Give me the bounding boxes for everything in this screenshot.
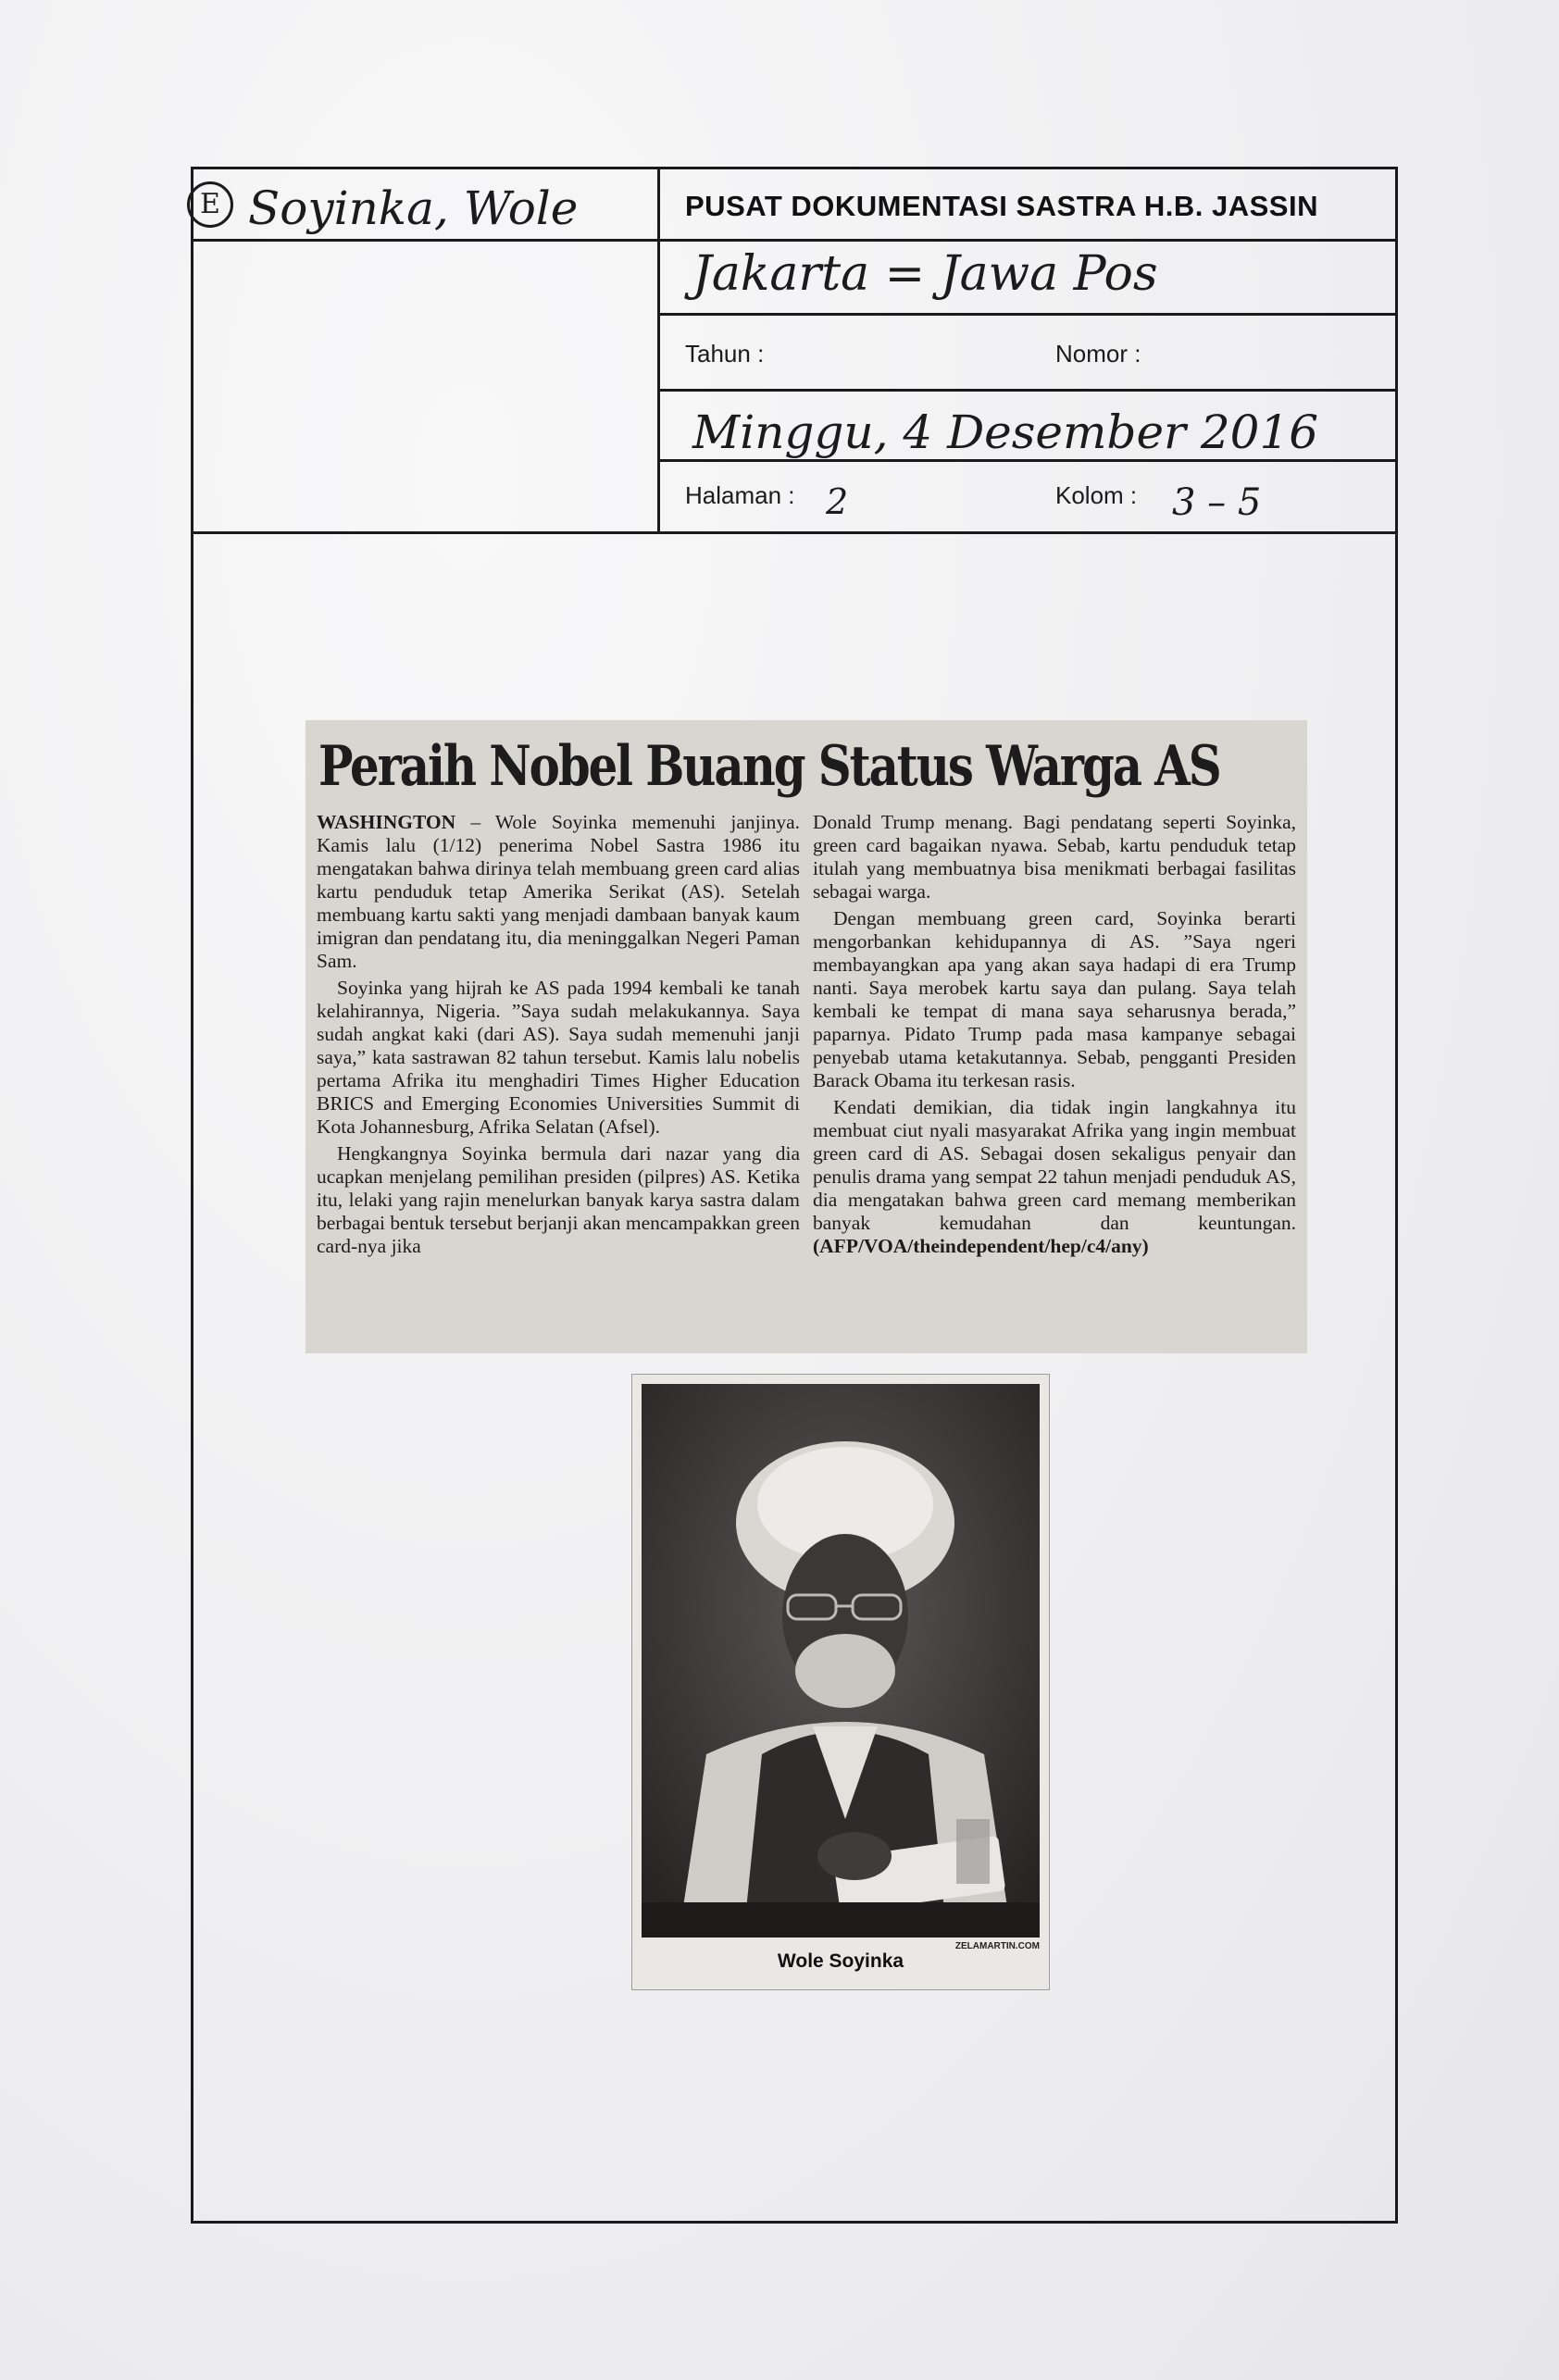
article-paragraph-text: Kendati demikian, dia tidak ingin langkahnya itu membuat ciut nyali masyarakat Afrika yang ingin membuat green card di AS. Sebagai dosen sekaligus penyair dan penulis drama yang sempat 22 tahun menjadi penduduk AS, dia mengatakan bahwa green card memang memberikan banyak kemudahan dan keuntungan.: [813, 1096, 1296, 1234]
article-source-tag: (AFP/VOA/theindependent/hep/c4/any): [813, 1235, 1149, 1257]
article-column-2: [813, 811, 1296, 1262]
header-row-line-4: [657, 459, 1398, 462]
article-dateline: WASHINGTON: [317, 811, 456, 833]
subject-handwritten: Soyinka, Wole: [248, 181, 579, 235]
article-paragraph: Dengan membuang green card, Soyinka berarti mengorbankan kehidupannya di AS. ”Saya ngeri membayangkan apa yang akan saya hadapi di era Trump nanti. Saya merobek kartu saya dan pulang. Saya telah kembali ke tempat di mana saya seharusnya berada,” paparnya. Pidato Trump pada masa kampanye sebagai penyebab utama ketakutannya. Sebab, pengganti Presiden Barack Obama itu terkesan rasis.: [813, 907, 1296, 1091]
article-paragraph: [813, 1096, 1296, 1258]
photo-credit: ZELAMARTIN.COM: [954, 1941, 1040, 1951]
article-paragraph: Hengkangnya Soyinka bermula dari nazar yang dia ucapkan menjelang pemilihan presiden (pilpres) AS. Ketika itu, lelaki yang rajin menelurkan banyak karya sastra dalam berbagai bentuk tersebut berjanji akan mencampakkan green card-nya jika: [317, 1142, 800, 1257]
article-headline: Peraih Nobel Buang Status Warga AS: [318, 734, 1220, 799]
halaman-value: 2: [826, 481, 849, 522]
header-bottom-line: [191, 531, 1398, 534]
date-handwritten: Minggu, 4 Desember 2016: [692, 405, 1319, 459]
article-paragraph: [317, 811, 800, 973]
article-paragraph: Soyinka yang hijrah ke AS pada 1994 kembali ke tanah kelahirannya, Nigeria. ”Saya sudah melakukannya. Saya sudah angkat kaki (dari AS). Saya sudah memenuhi janji saya,” kata sastrawan 82 tahun tersebut. Kamis lalu nobelis pertama Afrika itu menghadiri Times Higher Education BRICS and Emerging Economies Universities Summit di Kota Johannesburg, Afrika Selatan (Afsel).: [317, 977, 800, 1138]
header-row-line-2: [657, 313, 1398, 316]
header-row-line-1: [657, 239, 1398, 242]
article-column-1: [317, 811, 800, 1262]
halaman-label: Halaman :: [685, 481, 795, 509]
source-handwritten: Jakarta = Jawa Pos: [692, 246, 1158, 302]
kolom-value: 3 – 5: [1172, 481, 1262, 524]
header-divider: [657, 167, 660, 533]
photo-clipping: [631, 1374, 1050, 1990]
institution-name: PUSAT DOKUMENTASI SASTRA H.B. JASSIN: [685, 190, 1318, 222]
newspaper-clipping: [306, 720, 1307, 1353]
header-top-line: [191, 167, 1398, 169]
subject-underline: [191, 239, 659, 242]
nomor-label: Nomor :: [1055, 340, 1141, 368]
header-row-line-3: [657, 389, 1398, 392]
article-columns: [317, 811, 1296, 1262]
article-paragraph-text: – Wole Soyinka memenuhi janjinya. Kamis lalu (1/12) penerima Nobel Sastra 1986 itu mengatakan bahwa dirinya telah membuang green card alias kartu penduduk tetap Amerika Serikat (AS). Setelah membuang kartu sakti yang menjadi dambaan banyak kaum imigran dan pendatang itu, dia meninggalkan Negeri Paman Sam.: [317, 811, 800, 972]
subject-mark: E: [187, 181, 233, 228]
article-paragraph: Donald Trump menang. Bagi pendatang seperti Soyinka, green card bagaikan nyawa. Sebab, kartu penduduk tetap itulah yang membuatnya bisa menikmati berbagai fasilitas sebagai warga.: [813, 811, 1296, 903]
photo-caption: Wole Soyinka: [777, 1950, 904, 1972]
tahun-label: Tahun :: [685, 340, 765, 368]
kolom-label: Kolom :: [1055, 481, 1138, 509]
portrait-photo: [642, 1384, 1040, 1938]
